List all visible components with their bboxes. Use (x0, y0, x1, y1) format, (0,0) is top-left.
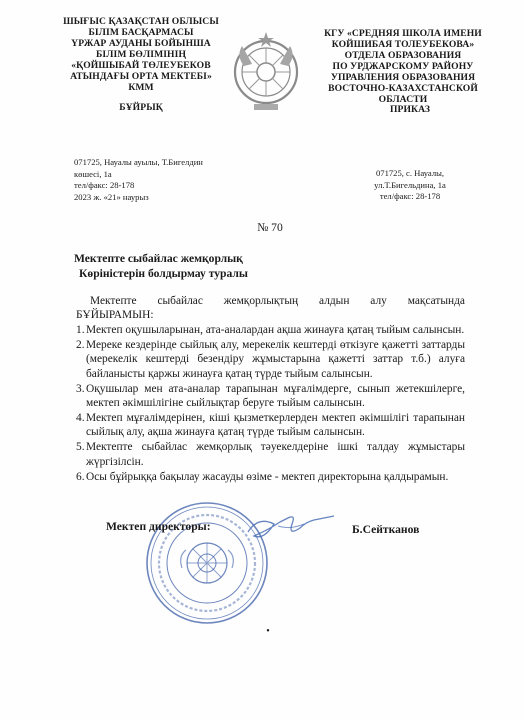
header-left-block (62, 16, 220, 93)
header-right-line: УПРАВЛЕНИЯ ОБРАЗОВАНИЯ (330, 72, 476, 83)
list-item (76, 323, 465, 337)
list-item-number: 4. (76, 411, 85, 424)
list-item-number: 2. (76, 338, 85, 351)
header-left-line: БІЛІМ БАСҚАРМАСЫ (88, 27, 194, 38)
address-right-line: 071725, с. Науалы, (375, 168, 445, 178)
list-item (76, 382, 465, 411)
header-left-line: БІЛІМ БӨЛІМІНІҢ (95, 49, 187, 60)
header-right-line: КОЙШИБАЯ ТОЛЕУБЕКОВА» (331, 39, 475, 50)
header-right-line: ПО УРДЖАРСКОМУ РАЙОНУ (332, 61, 474, 72)
page-marker: • (266, 626, 270, 637)
list-item-number: 6. (76, 470, 85, 483)
title-line: Мектепте сыбайлас жемқорлық (74, 252, 243, 265)
address-left-line: көшесі, 1а (74, 168, 112, 179)
header-right-line: ВОСТОЧНО-КАЗАХСТАНСКОЙ (328, 83, 478, 94)
address-left-line: тел/факс: 28-178 (74, 180, 135, 190)
title-line: Көріністерін болдырмау туралы (79, 267, 248, 280)
list-item (76, 411, 465, 440)
document-title (74, 251, 354, 281)
address-right-line: ул.Т.Бигельдина, 1а (374, 179, 446, 190)
order-number: № 70 (257, 221, 283, 234)
header-right-block (324, 28, 482, 105)
intro-paragraph (76, 294, 465, 323)
header-left-line: АТЫНДАҒЫ ОРТА МЕКТЕБІ» (70, 71, 212, 82)
kazakhstan-state-emblem-icon (232, 26, 300, 116)
list-item (76, 470, 465, 484)
address-right-line: тел/факс: 28-178 (379, 191, 441, 201)
header-left-line: КММ (128, 82, 154, 93)
doc-type-kazakh: БҰЙРЫҚ (119, 102, 163, 113)
list-item (76, 440, 465, 469)
header-right-line: ОБЛАСТИ (378, 94, 428, 105)
header-left-line: ҮРЖАР АУДАНЫ БОЙЫНША (71, 38, 211, 49)
signatory-name: Б.Сейтканов (352, 523, 420, 536)
address-left (74, 157, 244, 203)
header-left-line: «ҚОЙШЫБАЙ ТӨЛЕУБЕКОВ (71, 60, 211, 71)
signature-role: Мектеп директоры: (106, 520, 211, 533)
list-item-text: Осы бұйрыққа бақылау жасауды өзіме - мектеп директорына қалдырамын. (86, 470, 449, 483)
handwritten-signature-icon (244, 510, 340, 544)
header-right-line: ОТДЕЛА ОБРАЗОВАНИЯ (344, 50, 462, 61)
list-item-number: 3. (76, 382, 85, 395)
doc-type-russian: ПРИКАЗ (389, 104, 431, 115)
list-item (76, 338, 465, 381)
intro-line: Мектепте сыбайлас жемқорлықтың алдын алу мақсатында (90, 295, 465, 307)
list-item-text: Мереке кездерінде сыйлық алу, мерекелік кештерді өткізуге қажетті заттарды (мерекелік кештерді безендіру жұмыстарына қажетті заттар т.б.) алуға байланысты қаржы жинауға қатаң түрде тыйым салынсын. (86, 338, 465, 380)
list-item-text: Мектепте сыбайлас жемқорлық тәуекелдеріне ішкі талдау жұмыстары жүргізілсін. (86, 441, 465, 468)
list-item-text: Мектеп оқушыларынан, ата-аналардан ақша жинауға қатаң тыйым салынсын. (86, 324, 465, 336)
address-date: 2023 ж. «21» наурыз (74, 191, 149, 202)
order-keyword: БҰЙЫРАМЫН: (76, 309, 154, 322)
address-left-line: 071725, Науалы ауылы, Т.Бигелдин (74, 157, 203, 167)
header-left-line: ШЫҒЫС ҚАЗАҚСТАН ОБЛЫСЫ (63, 16, 219, 27)
header-right-line: КГУ «СРЕДНЯЯ ШКОЛА ИМЕНИ (324, 28, 482, 39)
address-right (360, 168, 460, 203)
list-item-text: Мектеп мұғалімдерінен, кіші қызметкерлерден мектеп әкімшілігі тарапынан сыйлық алу, ақша жинауға қатаң түрде тыйым салынсын. (86, 411, 465, 439)
list-item-text: Оқушылар мен ата-аналар тарапынан мұғалімдерге, сынып жетекшілерге, мектеп әкімшілігіне сыйлықтар беруге тыйым салынсын. (86, 382, 465, 410)
order-items-list (76, 323, 465, 484)
list-item-number: 5. (76, 441, 85, 454)
list-item-number: 1. (76, 324, 85, 336)
